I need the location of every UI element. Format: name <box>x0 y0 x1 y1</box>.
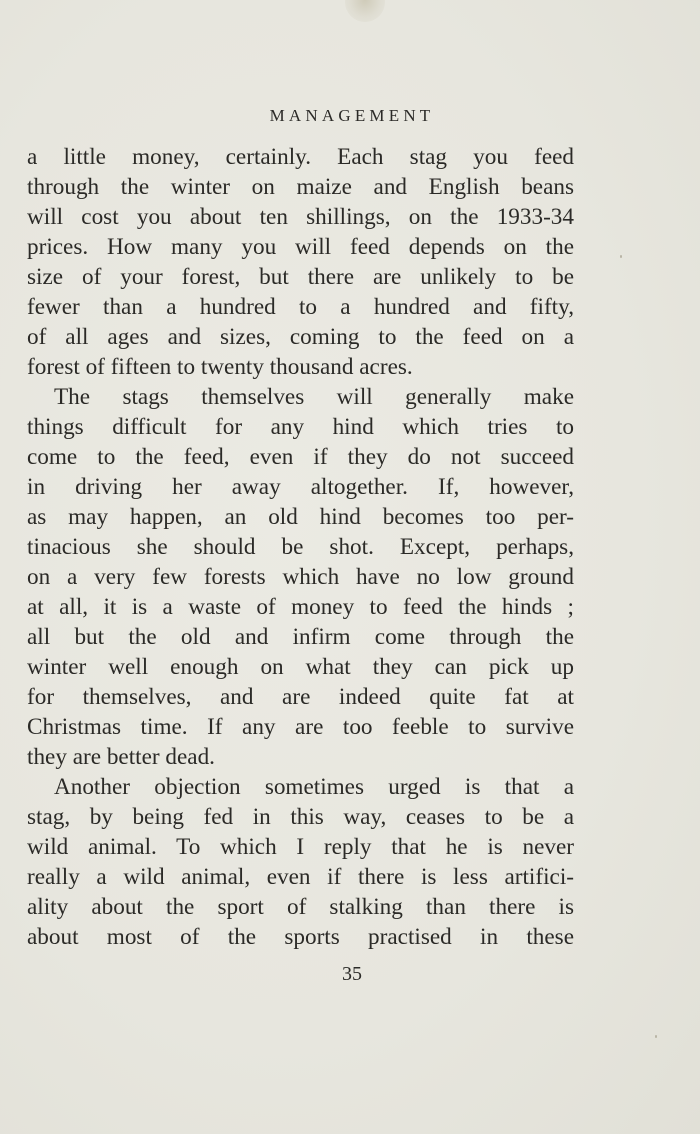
text-line: through the winter on maize and English beans <box>27 174 574 200</box>
text-line: as may happen, an old hind becomes too per- <box>27 504 574 530</box>
paper-speck <box>620 255 622 258</box>
text-line: really a wild animal, even if there is less artifici- <box>27 864 574 890</box>
page-smudge <box>345 0 385 22</box>
text-line: ality about the sport of stalking than there is <box>27 894 574 920</box>
text-line: prices. How many you will feed depends on the <box>27 234 574 260</box>
running-header: MANAGEMENT <box>269 106 435 125</box>
text-line: Another objection sometimes urged is that a <box>54 774 574 800</box>
text-line: stag, by being fed in this way, ceases to be a <box>27 804 574 830</box>
page-number: 35 <box>342 963 362 985</box>
text-line: a little money, certainly. Each stag you feed <box>27 144 574 170</box>
text-line: wild animal. To which I reply that he is never <box>27 834 574 860</box>
text-line: Christmas time. If any are too feeble to survive <box>27 714 574 740</box>
text-line: at all, it is a waste of money to feed the hinds ; <box>27 594 574 620</box>
text-line: all but the old and infirm come through the <box>27 624 574 650</box>
text-line: size of your forest, but there are unlikely to be <box>27 264 574 290</box>
text-line: will cost you about ten shillings, on the 1933-34 <box>27 204 574 230</box>
body-text <box>27 142 574 952</box>
text-line: on a very few forests which have no low ground <box>27 564 574 590</box>
text-line: The stags themselves will generally make <box>54 384 574 410</box>
text-line: for themselves, and are indeed quite fat at <box>27 684 574 710</box>
text-line: they are better dead. <box>27 744 215 770</box>
text-line: tinacious she should be shot. Except, perhaps, <box>27 534 574 560</box>
text-line: winter well enough on what they can pick up <box>27 654 574 680</box>
text-line: come to the feed, even if they do not succeed <box>27 444 574 470</box>
text-line: of all ages and sizes, coming to the feed on a <box>27 324 574 350</box>
text-line: fewer than a hundred to a hundred and fifty, <box>27 294 574 320</box>
text-line: about most of the sports practised in these <box>27 924 574 950</box>
paper-speck <box>655 1035 657 1038</box>
text-line: forest of fifteen to twenty thousand acres. <box>27 354 413 380</box>
text-line: things difficult for any hind which tries to <box>27 414 574 440</box>
text-line: in driving her away altogether. If, however, <box>27 474 574 500</box>
